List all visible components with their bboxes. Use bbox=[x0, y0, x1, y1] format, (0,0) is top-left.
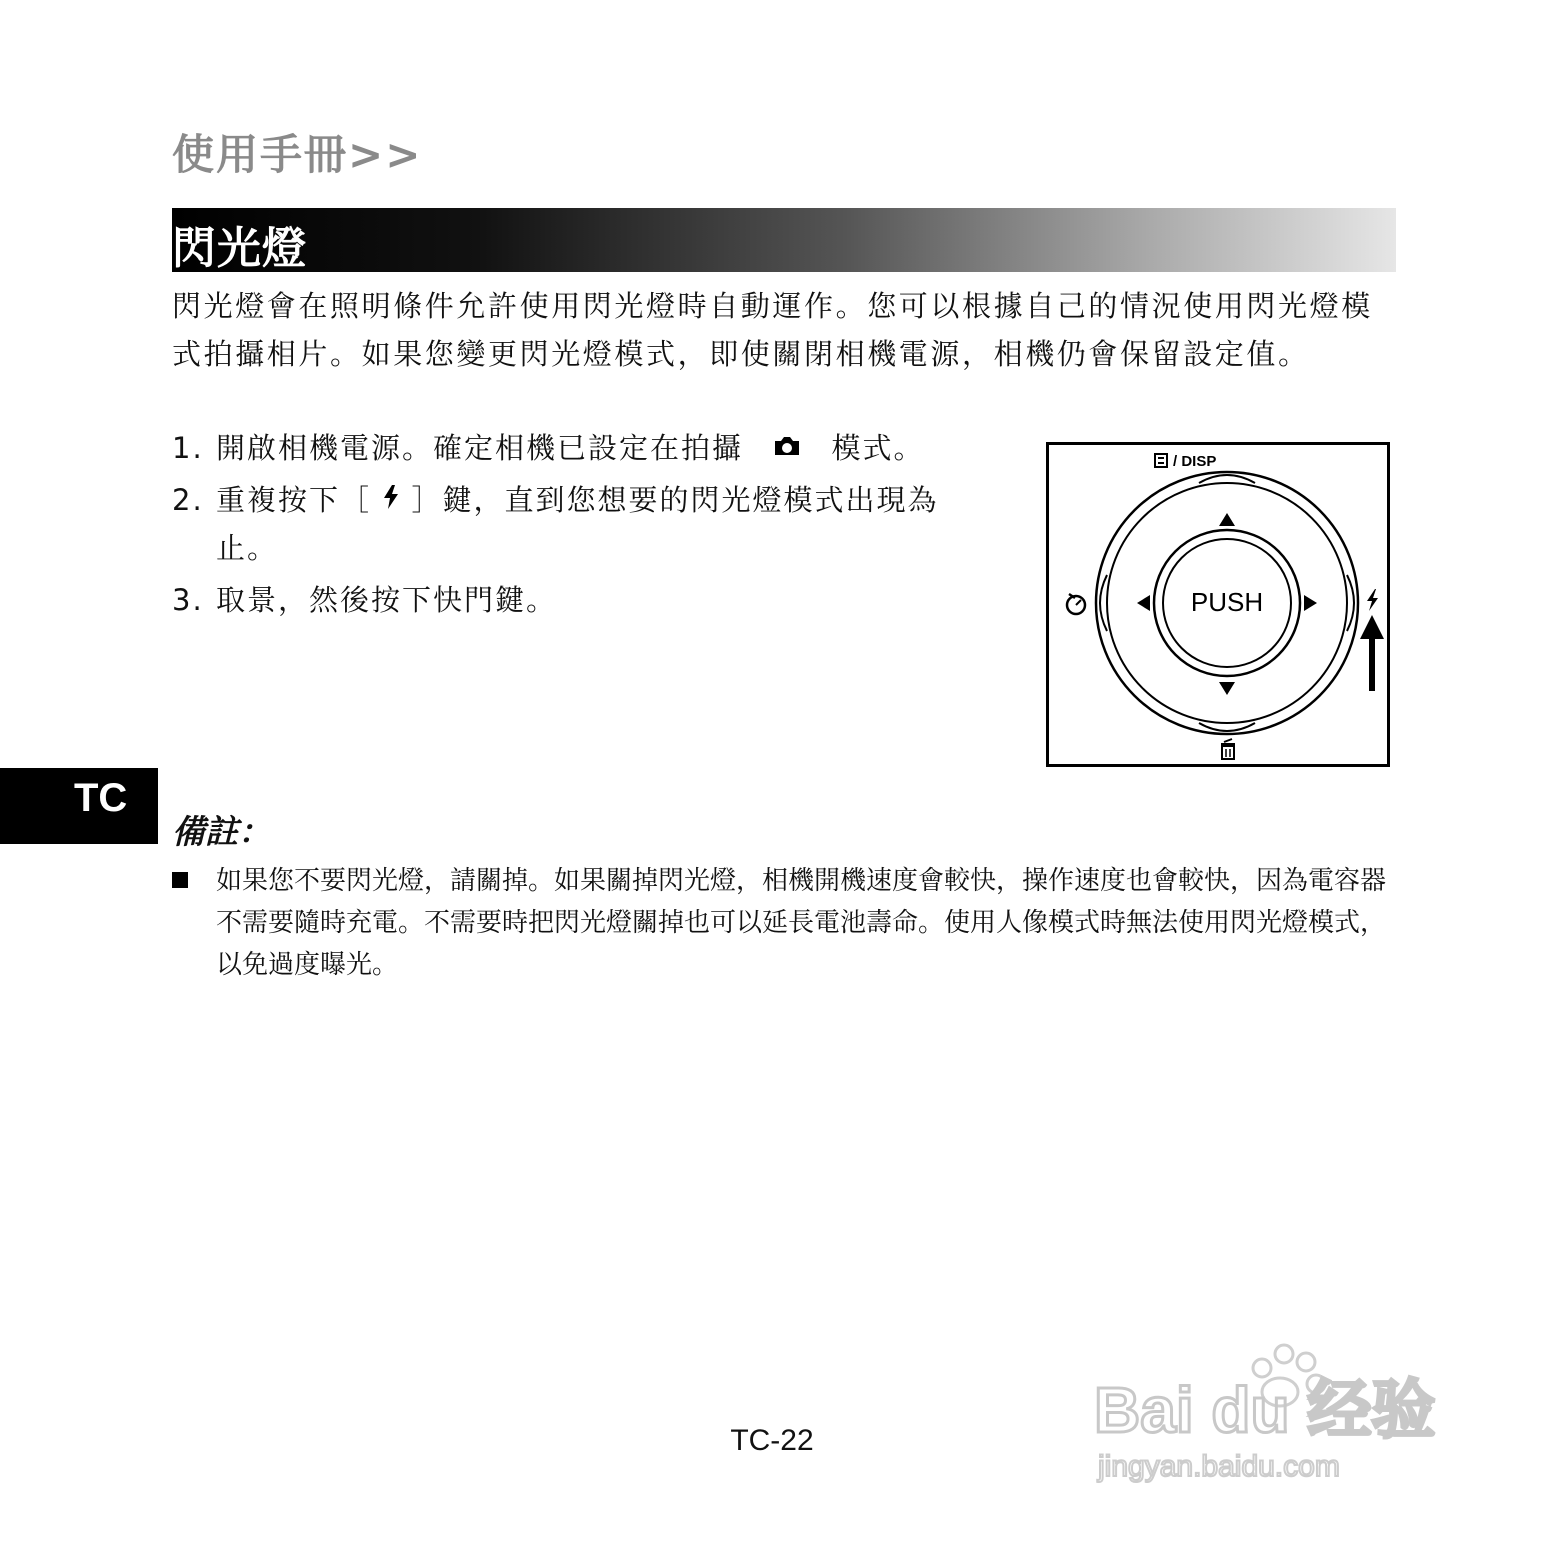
step-text: 開啟相機電源。確定相機已設定在拍攝 bbox=[216, 431, 744, 465]
display-icon bbox=[1155, 454, 1167, 467]
flash-icon bbox=[1367, 589, 1378, 611]
note-title: 備註： bbox=[172, 812, 271, 851]
step-number: 2. bbox=[172, 483, 204, 517]
breadcrumb: 使用手冊>> bbox=[172, 130, 423, 179]
language-tab-label: TC bbox=[74, 776, 128, 820]
square-bullet-icon bbox=[172, 872, 188, 888]
step-number: 1. bbox=[172, 431, 204, 465]
pointer-arrow bbox=[1360, 615, 1384, 691]
steps-list bbox=[172, 424, 947, 624]
left-arrow-icon bbox=[1137, 595, 1150, 611]
right-arrow-icon bbox=[1304, 595, 1317, 611]
watermark-url: jingyan.baidu.com bbox=[1098, 1450, 1340, 1483]
step-1 bbox=[172, 424, 947, 472]
control-pad-figure bbox=[1046, 442, 1390, 767]
flash-icon bbox=[382, 476, 400, 524]
camera-icon bbox=[772, 424, 802, 472]
section-title-bar bbox=[172, 208, 1396, 272]
watermark bbox=[1090, 1310, 1470, 1504]
note-item bbox=[172, 860, 1396, 986]
note-text: 如果您不要閃光燈，請關掉。如果關掉閃光燈，相機開機速度會較快，操作速度也會較快，因為電容器不需要隨時充電。不需要時把閃光燈關掉也可以延長電池壽命。使用人像模式時無法使用閃光燈模式，以免過度曝光。 bbox=[216, 866, 1387, 980]
push-button-label[interactable]: PUSH bbox=[1190, 587, 1264, 617]
up-arrow-icon bbox=[1219, 513, 1235, 526]
section-title: 閃光燈 bbox=[172, 223, 307, 274]
step-text-after: ］鍵，直到您想要的閃光燈模式出現為止。 bbox=[216, 483, 939, 565]
self-timer-icon bbox=[1067, 594, 1085, 614]
step-2 bbox=[172, 476, 947, 572]
step-3 bbox=[172, 576, 947, 624]
trash-icon bbox=[1221, 739, 1235, 759]
step-number: 3. bbox=[172, 583, 204, 617]
step-text: 重複按下［ bbox=[216, 483, 372, 517]
disp-label: / DISP bbox=[1173, 453, 1217, 470]
language-tab bbox=[0, 768, 158, 844]
page-number: TC-22 bbox=[730, 1424, 814, 1457]
watermark-brand: Bai du 经验 bbox=[1094, 1374, 1436, 1446]
intro-paragraph: 閃光燈會在照明條件允許使用閃光燈時自動運作。您可以根據自己的情況使用閃光燈模式拍攝相片。如果您變更閃光燈模式，即使關閉相機電源，相機仍會保留設定值。 bbox=[172, 289, 1373, 371]
step-text: 取景，然後按下快門鍵。 bbox=[216, 583, 558, 617]
step-text-after: 模式。 bbox=[831, 431, 925, 465]
down-arrow-icon bbox=[1219, 682, 1235, 695]
